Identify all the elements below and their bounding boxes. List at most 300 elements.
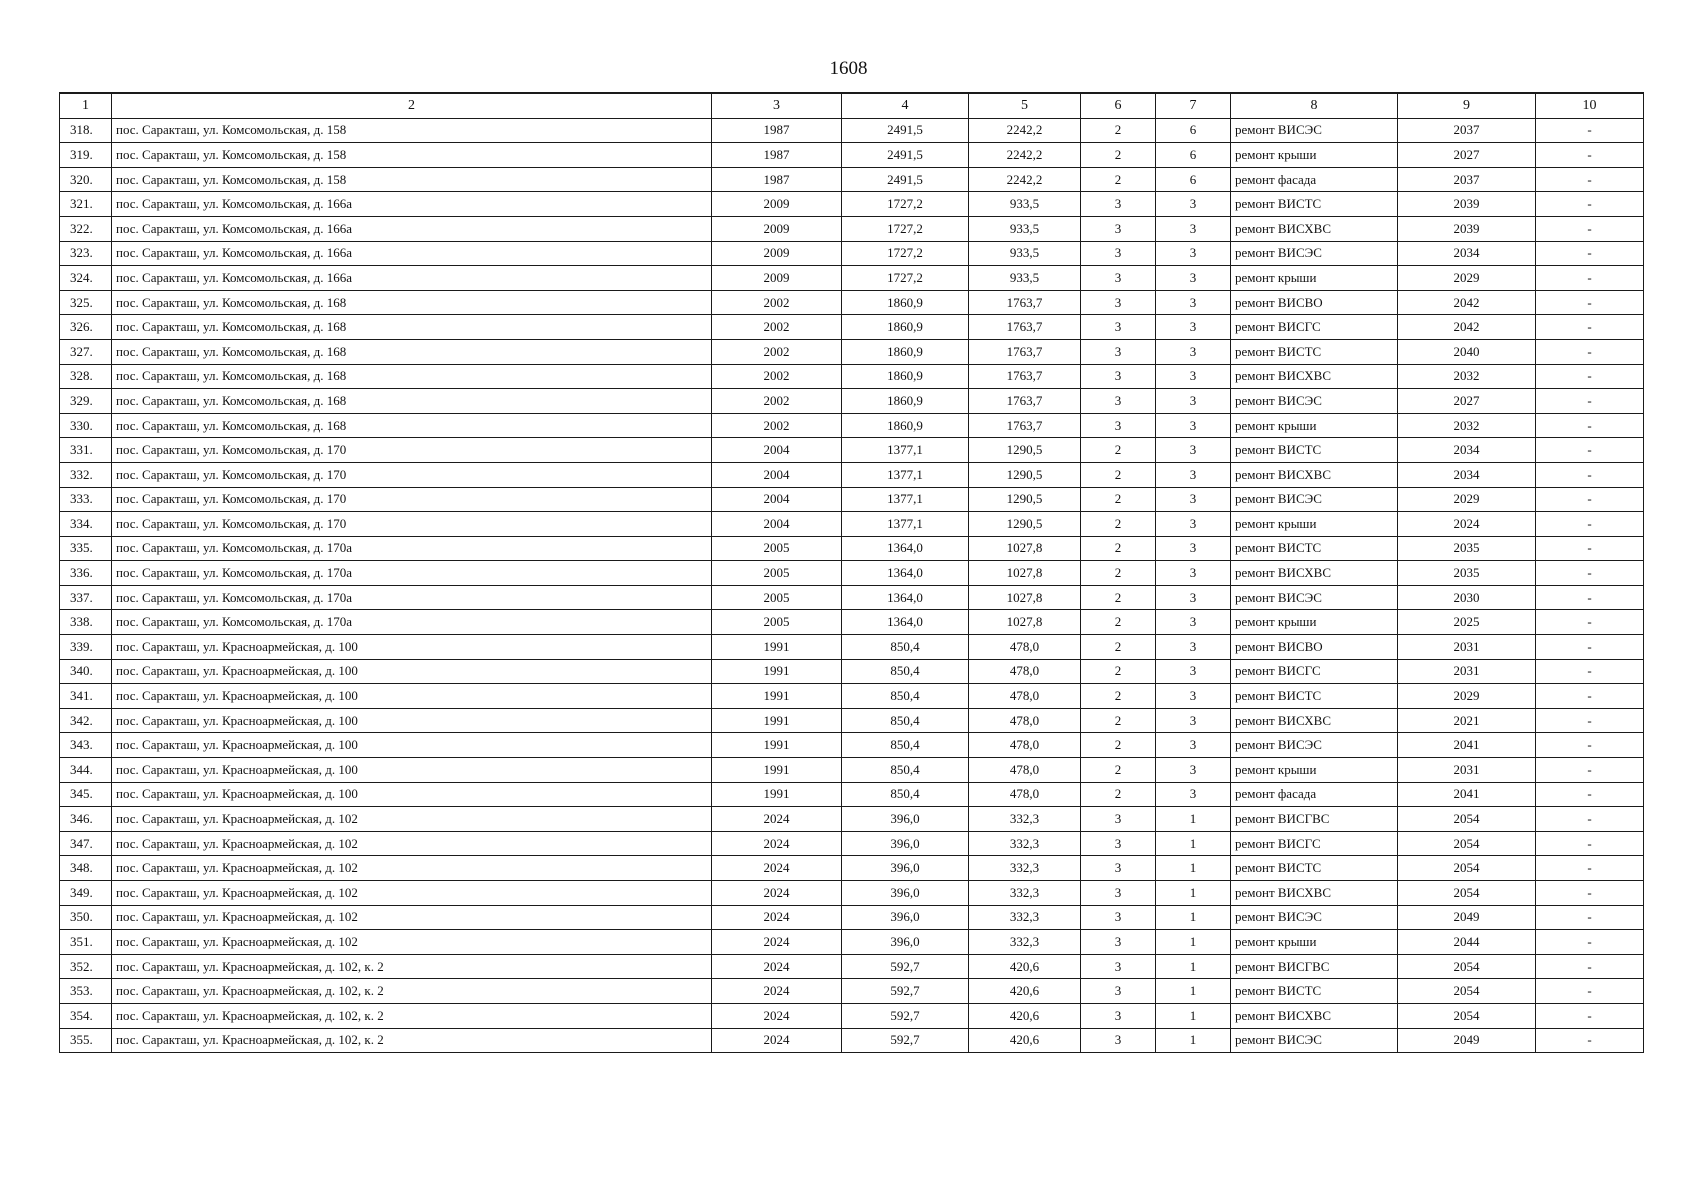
cell-year-built: 2009 <box>712 216 842 241</box>
table-row <box>60 438 1644 463</box>
cell-row-number: 340. <box>60 659 112 684</box>
cell-floors: 3 <box>1081 807 1156 832</box>
cell-entrances: 1 <box>1156 979 1231 1004</box>
cell-planned-year: 2054 <box>1398 856 1536 881</box>
cell-planned-year: 2034 <box>1398 438 1536 463</box>
column-header-total-area: 4 <box>842 93 969 118</box>
cell-residential-area: 420,6 <box>969 979 1081 1004</box>
cell-total-area: 592,7 <box>842 954 969 979</box>
cell-entrances: 1 <box>1156 807 1231 832</box>
cell-work-type: ремонт ВИСТС <box>1231 192 1398 217</box>
cell-residential-area: 933,5 <box>969 241 1081 266</box>
cell-address: пос. Саракташ, ул. Красноармейская, д. 102, к. 2 <box>112 1028 712 1053</box>
cell-row-number: 339. <box>60 635 112 660</box>
cell-work-type: ремонт крыши <box>1231 143 1398 168</box>
cell-row-number: 334. <box>60 512 112 537</box>
cell-year-built: 1991 <box>712 708 842 733</box>
cell-residential-area: 420,6 <box>969 1003 1081 1028</box>
table-row <box>60 512 1644 537</box>
cell-entrances: 3 <box>1156 315 1231 340</box>
cell-total-area: 850,4 <box>842 733 969 758</box>
cell-address: пос. Саракташ, ул. Комсомольская, д. 158 <box>112 118 712 143</box>
cell-row-number: 323. <box>60 241 112 266</box>
cell-floors: 3 <box>1081 881 1156 906</box>
cell-note: - <box>1536 954 1644 979</box>
cell-address: пос. Саракташ, ул. Комсомольская, д. 168 <box>112 413 712 438</box>
cell-total-area: 1860,9 <box>842 364 969 389</box>
cell-row-number: 349. <box>60 881 112 906</box>
table-row <box>60 585 1644 610</box>
cell-residential-area: 933,5 <box>969 192 1081 217</box>
cell-planned-year: 2054 <box>1398 1003 1536 1028</box>
cell-note: - <box>1536 143 1644 168</box>
cell-work-type: ремонт ВИСГВС <box>1231 954 1398 979</box>
cell-note: - <box>1536 487 1644 512</box>
cell-year-built: 2004 <box>712 462 842 487</box>
cell-total-area: 850,4 <box>842 708 969 733</box>
cell-entrances: 1 <box>1156 905 1231 930</box>
cell-note: - <box>1536 905 1644 930</box>
table-row <box>60 635 1644 660</box>
table-row <box>60 954 1644 979</box>
cell-total-area: 396,0 <box>842 856 969 881</box>
cell-note: - <box>1536 733 1644 758</box>
cell-total-area: 1377,1 <box>842 462 969 487</box>
cell-planned-year: 2054 <box>1398 831 1536 856</box>
cell-work-type: ремонт крыши <box>1231 512 1398 537</box>
cell-year-built: 2024 <box>712 831 842 856</box>
table-row <box>60 389 1644 414</box>
table-row <box>60 266 1644 291</box>
housing-register-table <box>59 92 1644 1053</box>
cell-residential-area: 2242,2 <box>969 143 1081 168</box>
cell-row-number: 341. <box>60 684 112 709</box>
cell-note: - <box>1536 413 1644 438</box>
cell-residential-area: 478,0 <box>969 782 1081 807</box>
cell-address: пос. Саракташ, ул. Красноармейская, д. 102 <box>112 905 712 930</box>
cell-residential-area: 1027,8 <box>969 536 1081 561</box>
cell-address: пос. Саракташ, ул. Комсомольская, д. 170а <box>112 610 712 635</box>
cell-work-type: ремонт ВИСХВС <box>1231 364 1398 389</box>
cell-row-number: 321. <box>60 192 112 217</box>
cell-work-type: ремонт ВИСЭС <box>1231 389 1398 414</box>
cell-address: пос. Саракташ, ул. Красноармейская, д. 100 <box>112 782 712 807</box>
cell-row-number: 351. <box>60 930 112 955</box>
cell-floors: 3 <box>1081 389 1156 414</box>
cell-floors: 2 <box>1081 782 1156 807</box>
cell-address: пос. Саракташ, ул. Комсомольская, д. 166а <box>112 192 712 217</box>
cell-residential-area: 420,6 <box>969 954 1081 979</box>
column-header-year-built: 3 <box>712 93 842 118</box>
cell-row-number: 352. <box>60 954 112 979</box>
cell-note: - <box>1536 167 1644 192</box>
cell-planned-year: 2035 <box>1398 561 1536 586</box>
cell-row-number: 344. <box>60 758 112 783</box>
cell-entrances: 3 <box>1156 413 1231 438</box>
cell-planned-year: 2042 <box>1398 290 1536 315</box>
cell-floors: 2 <box>1081 758 1156 783</box>
cell-total-area: 850,4 <box>842 758 969 783</box>
cell-total-area: 396,0 <box>842 881 969 906</box>
cell-total-area: 850,4 <box>842 635 969 660</box>
cell-note: - <box>1536 462 1644 487</box>
cell-year-built: 2002 <box>712 290 842 315</box>
cell-work-type: ремонт ВИСВО <box>1231 635 1398 660</box>
cell-row-number: 337. <box>60 585 112 610</box>
cell-total-area: 592,7 <box>842 1003 969 1028</box>
cell-note: - <box>1536 266 1644 291</box>
cell-planned-year: 2054 <box>1398 881 1536 906</box>
cell-work-type: ремонт ВИСХВС <box>1231 216 1398 241</box>
cell-total-area: 1377,1 <box>842 512 969 537</box>
cell-work-type: ремонт ВИСТС <box>1231 856 1398 881</box>
cell-total-area: 1377,1 <box>842 487 969 512</box>
cell-note: - <box>1536 807 1644 832</box>
cell-floors: 2 <box>1081 659 1156 684</box>
cell-residential-area: 478,0 <box>969 708 1081 733</box>
cell-year-built: 2004 <box>712 487 842 512</box>
cell-year-built: 2024 <box>712 979 842 1004</box>
cell-residential-area: 1027,8 <box>969 610 1081 635</box>
cell-address: пос. Саракташ, ул. Комсомольская, д. 168 <box>112 315 712 340</box>
cell-planned-year: 2054 <box>1398 979 1536 1004</box>
cell-planned-year: 2040 <box>1398 339 1536 364</box>
cell-planned-year: 2029 <box>1398 487 1536 512</box>
cell-entrances: 3 <box>1156 585 1231 610</box>
cell-planned-year: 2031 <box>1398 659 1536 684</box>
table-row <box>60 831 1644 856</box>
cell-address: пос. Саракташ, ул. Красноармейская, д. 102, к. 2 <box>112 979 712 1004</box>
cell-note: - <box>1536 610 1644 635</box>
cell-entrances: 3 <box>1156 782 1231 807</box>
cell-planned-year: 2030 <box>1398 585 1536 610</box>
table-row <box>60 143 1644 168</box>
cell-planned-year: 2024 <box>1398 512 1536 537</box>
cell-row-number: 329. <box>60 389 112 414</box>
cell-address: пос. Саракташ, ул. Комсомольская, д. 158 <box>112 143 712 168</box>
cell-floors: 3 <box>1081 979 1156 1004</box>
cell-row-number: 353. <box>60 979 112 1004</box>
cell-work-type: ремонт ВИСЭС <box>1231 118 1398 143</box>
cell-floors: 3 <box>1081 831 1156 856</box>
cell-address: пос. Саракташ, ул. Красноармейская, д. 102 <box>112 856 712 881</box>
table-row <box>60 536 1644 561</box>
cell-planned-year: 2042 <box>1398 315 1536 340</box>
cell-floors: 3 <box>1081 930 1156 955</box>
cell-note: - <box>1536 315 1644 340</box>
cell-note: - <box>1536 782 1644 807</box>
cell-residential-area: 933,5 <box>969 216 1081 241</box>
cell-residential-area: 2242,2 <box>969 167 1081 192</box>
cell-work-type: ремонт ВИСХВС <box>1231 462 1398 487</box>
cell-floors: 2 <box>1081 561 1156 586</box>
cell-address: пос. Саракташ, ул. Красноармейская, д. 100 <box>112 758 712 783</box>
cell-row-number: 350. <box>60 905 112 930</box>
cell-note: - <box>1536 561 1644 586</box>
cell-year-built: 1991 <box>712 733 842 758</box>
cell-entrances: 3 <box>1156 216 1231 241</box>
cell-note: - <box>1536 118 1644 143</box>
cell-entrances: 3 <box>1156 635 1231 660</box>
cell-address: пос. Саракташ, ул. Комсомольская, д. 166а <box>112 241 712 266</box>
cell-row-number: 342. <box>60 708 112 733</box>
cell-total-area: 592,7 <box>842 1028 969 1053</box>
table-row <box>60 905 1644 930</box>
cell-planned-year: 2039 <box>1398 192 1536 217</box>
cell-entrances: 1 <box>1156 1003 1231 1028</box>
cell-floors: 3 <box>1081 413 1156 438</box>
table-row <box>60 561 1644 586</box>
cell-note: - <box>1536 881 1644 906</box>
cell-planned-year: 2039 <box>1398 216 1536 241</box>
cell-work-type: ремонт ВИСЭС <box>1231 241 1398 266</box>
cell-residential-area: 332,3 <box>969 930 1081 955</box>
cell-row-number: 347. <box>60 831 112 856</box>
cell-work-type: ремонт ВИСЭС <box>1231 585 1398 610</box>
column-header-planned-year: 9 <box>1398 93 1536 118</box>
cell-entrances: 1 <box>1156 856 1231 881</box>
cell-residential-area: 1763,7 <box>969 413 1081 438</box>
cell-total-area: 1377,1 <box>842 438 969 463</box>
cell-work-type: ремонт фасада <box>1231 167 1398 192</box>
table-row <box>60 610 1644 635</box>
cell-year-built: 2005 <box>712 536 842 561</box>
cell-entrances: 3 <box>1156 733 1231 758</box>
cell-year-built: 2002 <box>712 413 842 438</box>
cell-floors: 2 <box>1081 733 1156 758</box>
cell-address: пос. Саракташ, ул. Комсомольская, д. 168 <box>112 389 712 414</box>
cell-row-number: 325. <box>60 290 112 315</box>
cell-entrances: 6 <box>1156 143 1231 168</box>
cell-year-built: 2002 <box>712 364 842 389</box>
cell-total-area: 1860,9 <box>842 413 969 438</box>
cell-address: пос. Саракташ, ул. Комсомольская, д. 170а <box>112 536 712 561</box>
cell-year-built: 2009 <box>712 241 842 266</box>
cell-row-number: 322. <box>60 216 112 241</box>
cell-year-built: 2024 <box>712 1003 842 1028</box>
cell-floors: 2 <box>1081 684 1156 709</box>
cell-row-number: 348. <box>60 856 112 881</box>
cell-note: - <box>1536 831 1644 856</box>
cell-residential-area: 1290,5 <box>969 512 1081 537</box>
cell-note: - <box>1536 708 1644 733</box>
cell-total-area: 1860,9 <box>842 389 969 414</box>
column-header-note: 10 <box>1536 93 1644 118</box>
cell-floors: 3 <box>1081 1003 1156 1028</box>
cell-floors: 2 <box>1081 635 1156 660</box>
cell-year-built: 2009 <box>712 192 842 217</box>
cell-total-area: 396,0 <box>842 930 969 955</box>
cell-row-number: 318. <box>60 118 112 143</box>
cell-year-built: 2002 <box>712 315 842 340</box>
cell-year-built: 2024 <box>712 905 842 930</box>
cell-total-area: 592,7 <box>842 979 969 1004</box>
cell-planned-year: 2035 <box>1398 536 1536 561</box>
cell-work-type: ремонт ВИСГС <box>1231 831 1398 856</box>
cell-address: пос. Саракташ, ул. Красноармейская, д. 100 <box>112 733 712 758</box>
table-row <box>60 216 1644 241</box>
cell-entrances: 1 <box>1156 1028 1231 1053</box>
cell-note: - <box>1536 1003 1644 1028</box>
cell-work-type: ремонт ВИСЭС <box>1231 1028 1398 1053</box>
cell-note: - <box>1536 758 1644 783</box>
cell-floors: 2 <box>1081 708 1156 733</box>
cell-note: - <box>1536 684 1644 709</box>
cell-residential-area: 1763,7 <box>969 389 1081 414</box>
cell-year-built: 1991 <box>712 635 842 660</box>
cell-floors: 2 <box>1081 143 1156 168</box>
cell-floors: 3 <box>1081 241 1156 266</box>
cell-floors: 2 <box>1081 462 1156 487</box>
cell-total-area: 1727,2 <box>842 192 969 217</box>
cell-year-built: 2009 <box>712 266 842 291</box>
cell-floors: 2 <box>1081 167 1156 192</box>
cell-total-area: 2491,5 <box>842 143 969 168</box>
cell-entrances: 3 <box>1156 462 1231 487</box>
table-row <box>60 413 1644 438</box>
cell-total-area: 1727,2 <box>842 266 969 291</box>
cell-note: - <box>1536 536 1644 561</box>
cell-planned-year: 2031 <box>1398 758 1536 783</box>
column-header-residential-area: 5 <box>969 93 1081 118</box>
cell-floors: 2 <box>1081 487 1156 512</box>
cell-planned-year: 2037 <box>1398 118 1536 143</box>
cell-work-type: ремонт ВИСГВС <box>1231 807 1398 832</box>
cell-row-number: 324. <box>60 266 112 291</box>
cell-row-number: 331. <box>60 438 112 463</box>
cell-address: пос. Саракташ, ул. Комсомольская, д. 170 <box>112 512 712 537</box>
cell-residential-area: 1763,7 <box>969 339 1081 364</box>
cell-work-type: ремонт ВИСХВС <box>1231 881 1398 906</box>
cell-floors: 2 <box>1081 536 1156 561</box>
table-row <box>60 1028 1644 1053</box>
cell-entrances: 1 <box>1156 831 1231 856</box>
cell-entrances: 3 <box>1156 389 1231 414</box>
cell-residential-area: 1027,8 <box>969 585 1081 610</box>
cell-residential-area: 332,3 <box>969 856 1081 881</box>
cell-floors: 3 <box>1081 216 1156 241</box>
cell-entrances: 3 <box>1156 192 1231 217</box>
cell-planned-year: 2054 <box>1398 954 1536 979</box>
cell-entrances: 3 <box>1156 561 1231 586</box>
cell-residential-area: 478,0 <box>969 659 1081 684</box>
cell-row-number: 335. <box>60 536 112 561</box>
cell-floors: 3 <box>1081 856 1156 881</box>
column-number-row <box>60 93 1644 118</box>
cell-floors: 2 <box>1081 118 1156 143</box>
cell-work-type: ремонт ВИСТС <box>1231 339 1398 364</box>
cell-entrances: 1 <box>1156 954 1231 979</box>
cell-address: пос. Саракташ, ул. Красноармейская, д. 100 <box>112 659 712 684</box>
cell-total-area: 1364,0 <box>842 610 969 635</box>
table-row <box>60 339 1644 364</box>
table-body <box>60 118 1644 1053</box>
cell-total-area: 1860,9 <box>842 339 969 364</box>
cell-note: - <box>1536 438 1644 463</box>
table-row <box>60 684 1644 709</box>
cell-address: пос. Саракташ, ул. Комсомольская, д. 170а <box>112 561 712 586</box>
cell-work-type: ремонт ВИСВО <box>1231 290 1398 315</box>
cell-floors: 3 <box>1081 1028 1156 1053</box>
cell-floors: 3 <box>1081 192 1156 217</box>
cell-work-type: ремонт ВИСХВС <box>1231 708 1398 733</box>
cell-row-number: 338. <box>60 610 112 635</box>
cell-planned-year: 2029 <box>1398 266 1536 291</box>
cell-entrances: 3 <box>1156 339 1231 364</box>
table-row <box>60 290 1644 315</box>
cell-planned-year: 2027 <box>1398 143 1536 168</box>
cell-total-area: 396,0 <box>842 905 969 930</box>
cell-floors: 3 <box>1081 364 1156 389</box>
cell-residential-area: 332,3 <box>969 831 1081 856</box>
cell-residential-area: 1290,5 <box>969 487 1081 512</box>
cell-planned-year: 2025 <box>1398 610 1536 635</box>
table-row <box>60 881 1644 906</box>
cell-entrances: 3 <box>1156 610 1231 635</box>
cell-total-area: 1364,0 <box>842 536 969 561</box>
table-row <box>60 487 1644 512</box>
cell-note: - <box>1536 979 1644 1004</box>
table-row <box>60 1003 1644 1028</box>
cell-work-type: ремонт крыши <box>1231 610 1398 635</box>
cell-address: пос. Саракташ, ул. Комсомольская, д. 168 <box>112 339 712 364</box>
cell-address: пос. Саракташ, ул. Комсомольская, д. 158 <box>112 167 712 192</box>
cell-address: пос. Саракташ, ул. Красноармейская, д. 102 <box>112 930 712 955</box>
cell-planned-year: 2027 <box>1398 389 1536 414</box>
cell-row-number: 354. <box>60 1003 112 1028</box>
cell-residential-area: 1763,7 <box>969 364 1081 389</box>
table-row <box>60 462 1644 487</box>
cell-work-type: ремонт ВИСЭС <box>1231 733 1398 758</box>
cell-entrances: 3 <box>1156 536 1231 561</box>
cell-address: пос. Саракташ, ул. Комсомольская, д. 170а <box>112 585 712 610</box>
cell-total-area: 1860,9 <box>842 290 969 315</box>
cell-row-number: 346. <box>60 807 112 832</box>
cell-year-built: 1987 <box>712 143 842 168</box>
column-header-entrances: 7 <box>1156 93 1231 118</box>
table-row <box>60 733 1644 758</box>
cell-planned-year: 2032 <box>1398 364 1536 389</box>
cell-address: пос. Саракташ, ул. Красноармейская, д. 102 <box>112 807 712 832</box>
cell-residential-area: 1763,7 <box>969 290 1081 315</box>
cell-note: - <box>1536 635 1644 660</box>
cell-row-number: 345. <box>60 782 112 807</box>
cell-year-built: 2004 <box>712 512 842 537</box>
cell-note: - <box>1536 192 1644 217</box>
cell-address: пос. Саракташ, ул. Комсомольская, д. 166а <box>112 266 712 291</box>
cell-residential-area: 933,5 <box>969 266 1081 291</box>
cell-note: - <box>1536 856 1644 881</box>
cell-work-type: ремонт ВИСГС <box>1231 315 1398 340</box>
cell-row-number: 327. <box>60 339 112 364</box>
cell-work-type: ремонт ВИСТС <box>1231 438 1398 463</box>
cell-total-area: 1727,2 <box>842 241 969 266</box>
cell-row-number: 355. <box>60 1028 112 1053</box>
cell-residential-area: 1027,8 <box>969 561 1081 586</box>
cell-work-type: ремонт ВИСТС <box>1231 979 1398 1004</box>
cell-address: пос. Саракташ, ул. Красноармейская, д. 100 <box>112 708 712 733</box>
table-header <box>60 93 1644 118</box>
cell-row-number: 343. <box>60 733 112 758</box>
cell-total-area: 1364,0 <box>842 561 969 586</box>
cell-work-type: ремонт ВИСГС <box>1231 659 1398 684</box>
cell-planned-year: 2029 <box>1398 684 1536 709</box>
cell-work-type: ремонт крыши <box>1231 758 1398 783</box>
table-row <box>60 782 1644 807</box>
cell-year-built: 2002 <box>712 389 842 414</box>
cell-entrances: 3 <box>1156 266 1231 291</box>
cell-planned-year: 2031 <box>1398 635 1536 660</box>
